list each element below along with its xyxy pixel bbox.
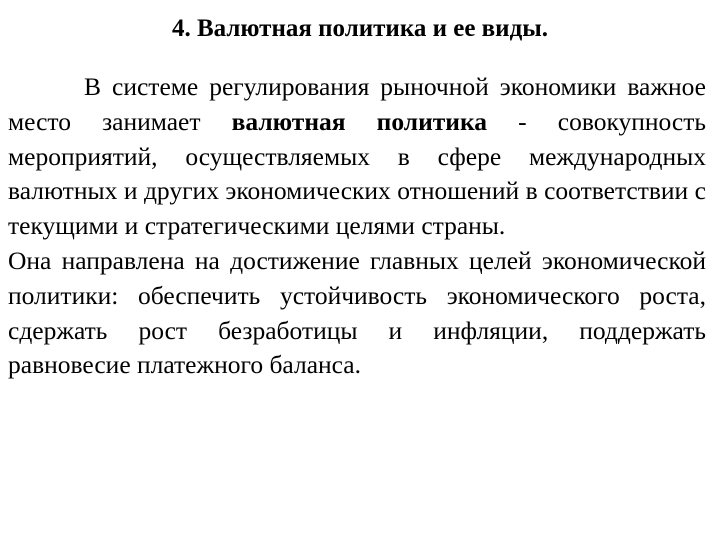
term-currency-policy: валютная политика (231, 106, 488, 136)
definition-text: - совокупность мероприятий, осуществляемых в сфере международных валютных и других экономических отношений в соответствии с текущими и стратегическими целями страны. (8, 106, 706, 241)
paragraph-definition (8, 70, 706, 244)
definition-intro: В системе регулирования рыночной экономики важное место занимает (8, 72, 706, 136)
paragraph-goals: Она направлена на достижение главных целей экономической политики: обеспечить устойчивость экономического роста, сдержать рост безработицы и инфляции, поддержать равновесие платежного баланса. (8, 245, 706, 380)
slide-title: 4. Валютная политика и ее виды. (171, 15, 549, 42)
slide-body (8, 70, 706, 383)
